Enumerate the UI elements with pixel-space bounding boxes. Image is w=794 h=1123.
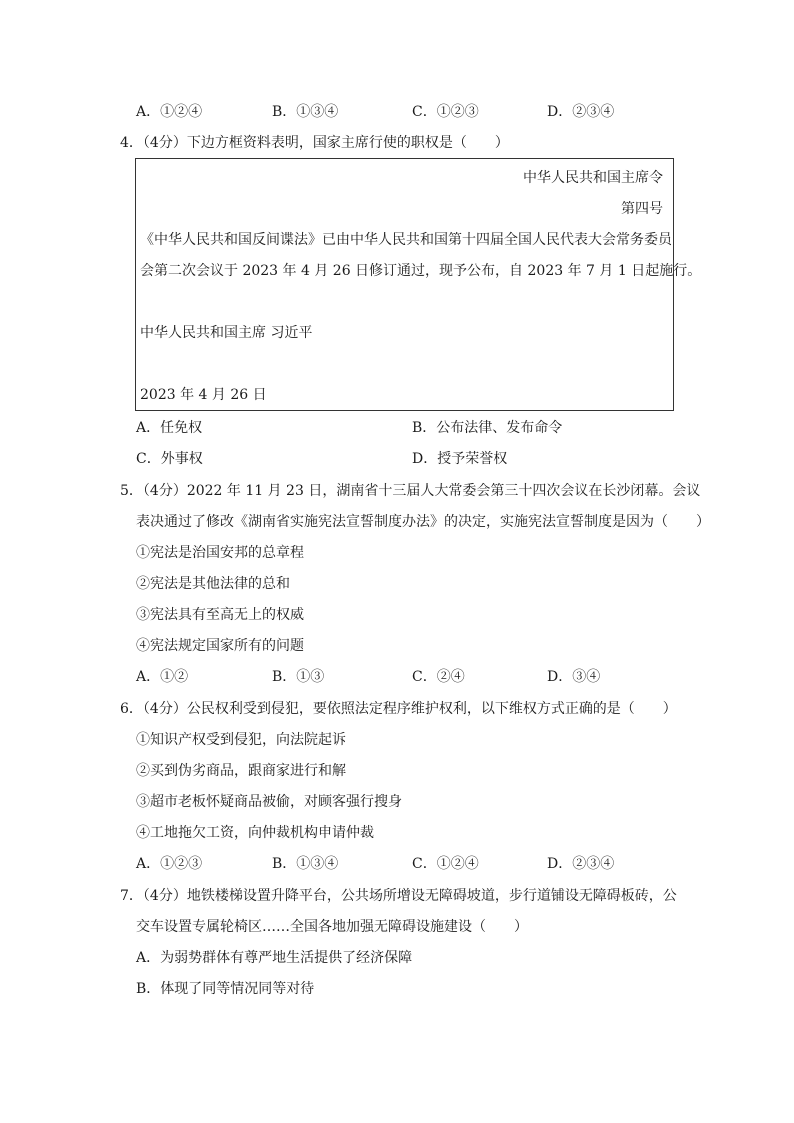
q4-stem: 4．（4分）下边方框资料表明，国家主席行使的职权是（ ） [120, 135, 509, 151]
q6-stem: 6．（4分）公民权利受到侵犯，要依照法定程序维护权利，以下维权方式正确的是（ ） [120, 701, 677, 717]
q6-option-a: A．①②③ [136, 856, 203, 872]
q3-option-b: B．①③④ [272, 104, 339, 120]
q6-option-c: C．①②④ [412, 856, 479, 872]
q4-material-box [135, 158, 702, 411]
q6-item-2: ②买到伪劣商品，跟商家进行和解 [136, 763, 346, 779]
q7-option-a: A．为弱势群体有尊严地生活提供了经济保障 [136, 950, 413, 966]
q7-option-b: B．体现了同等情况同等对待 [136, 981, 315, 997]
q5-item-1: ①宪法是治国安邦的总章程 [136, 545, 304, 561]
q5-item-4: ④宪法规定国家所有的问题 [136, 638, 304, 654]
q6-option-b: B．①③④ [272, 856, 339, 872]
q7-stem-line-1: 7．（4分）地铁楼梯设置升降平台，公共场所增设无障碍坡道，步行道铺设无障碍板砖，公 [120, 888, 677, 904]
q5-option-b: B．①③ [272, 669, 325, 685]
q3-option-d: D．②③④ [547, 104, 615, 120]
q5-option-d: D．③④ [547, 669, 601, 685]
q6-option-d: D．②③④ [547, 856, 615, 872]
q4-option-c: C．外事权 [136, 451, 203, 467]
decree-number: 第四号 [621, 201, 663, 217]
decree-body-line-2: 会第二次会议于 2023 年 4 月 26 日修订通过，现予公布，自 2023 年 7 月 1 日起施行。 [140, 263, 702, 279]
q7-stem-line-2: 交车设置专属轮椅区……全国各地加强无障碍设施建设（ ） [136, 919, 528, 935]
q3-option-a: A．①②④ [136, 104, 203, 120]
decree-body-line-1: 《中华人民共和国反间谍法》已由中华人民共和国第十四届全国人民代表大会常务委员 [140, 232, 672, 248]
q5-item-2: ②宪法是其他法律的总和 [136, 576, 290, 592]
q6-item-1: ①知识产权受到侵犯，向法院起诉 [136, 732, 346, 748]
decree-date: 2023 年 4 月 26 日 [140, 387, 267, 403]
q4-option-b: B．公布法律、发布命令 [412, 420, 563, 436]
q4-option-a: A．任免权 [136, 420, 203, 436]
q3-option-c: C．①②③ [412, 104, 479, 120]
q4-option-d: D．授予荣誉权 [412, 451, 508, 467]
decree-title: 中华人民共和国主席令 [523, 170, 663, 186]
q6-item-3: ③超市老板怀疑商品被偷，对顾客强行搜身 [136, 794, 402, 810]
decree-signer: 中华人民共和国主席 习近平 [140, 325, 313, 341]
q5-option-a: A．①② [136, 669, 189, 685]
q6-item-4: ④工地拖欠工资，向仲裁机构申请仲裁 [136, 825, 374, 841]
q5-stem-line-2: 表决通过了修改《湖南省实施宪法宣誓制度办法》的决定，实施宪法宣誓制度是因为（ ） [136, 514, 710, 530]
q5-option-c: C．②④ [412, 669, 465, 685]
q5-item-3: ③宪法具有至高无上的权威 [136, 607, 304, 623]
q5-stem-line-1: 5．（4分）2022 年 11 月 23 日，湖南省十三届人大常委会第三十四次会议在长沙闭幕。会议 [120, 483, 701, 499]
